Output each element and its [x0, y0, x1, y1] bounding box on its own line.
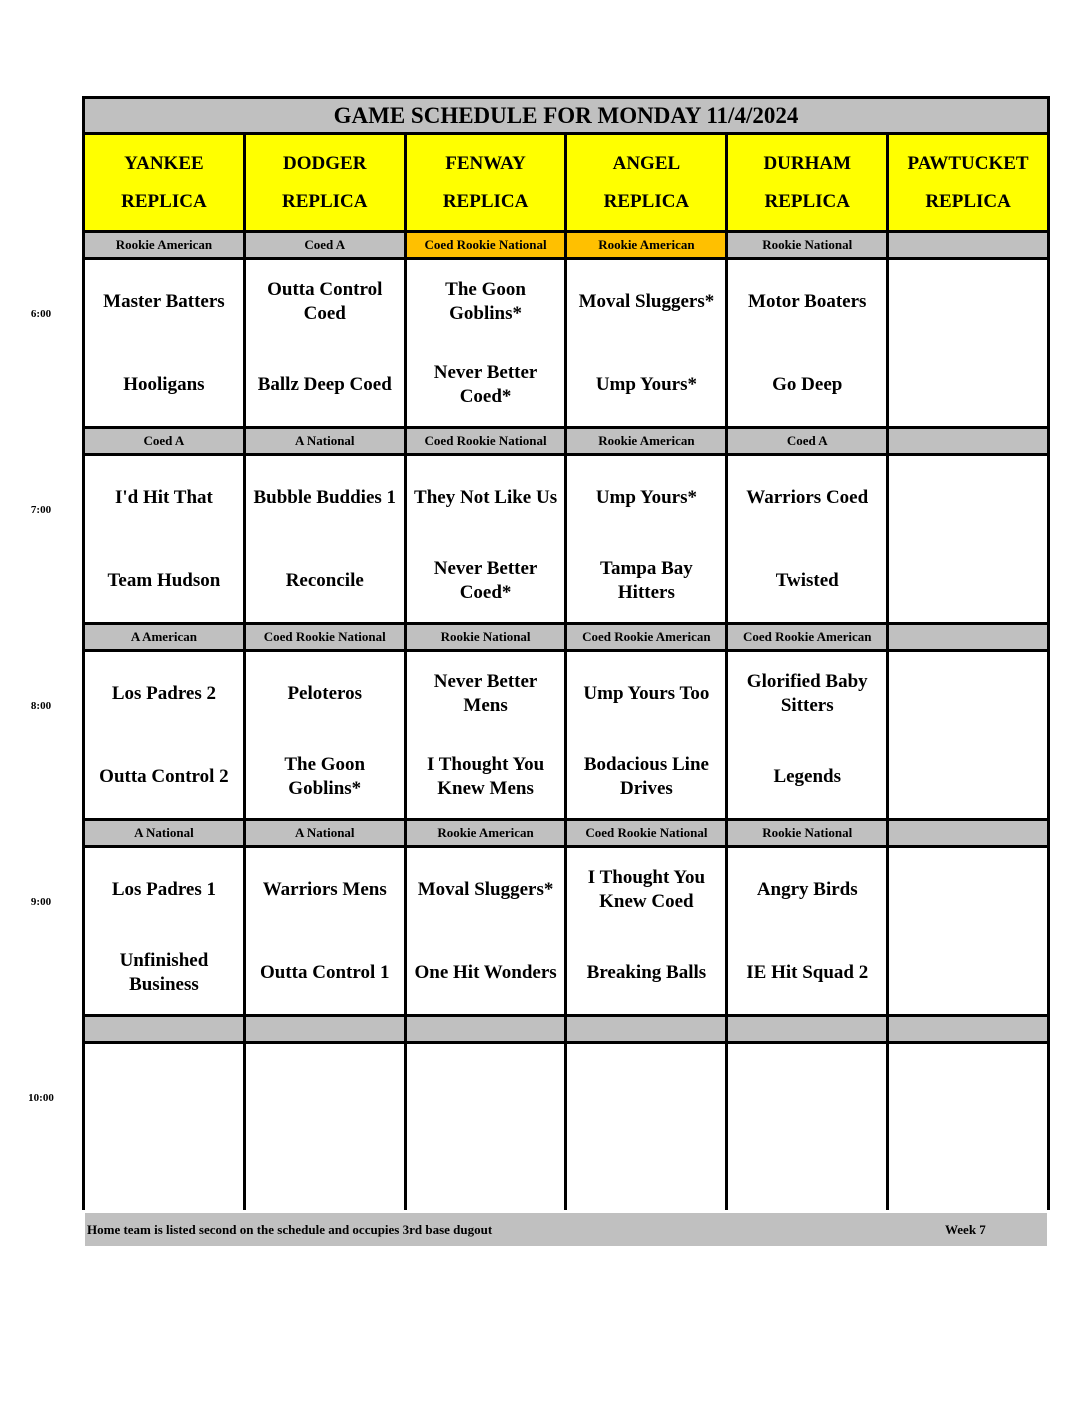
- division-label: Rookie National: [728, 821, 886, 845]
- away-team: I'd Hit That: [114, 486, 213, 508]
- game-cell: [728, 260, 886, 426]
- division-label: Coed Rookie National: [567, 821, 725, 845]
- away-team: Motor Boaters: [748, 290, 867, 312]
- home-team: One Hit Wonders: [414, 961, 557, 983]
- field-name: PAWTUCKET: [907, 153, 1029, 174]
- field-subtitle: REPLICA: [281, 191, 368, 212]
- home-team: [889, 343, 1047, 426]
- division-label: Coed A: [85, 429, 243, 453]
- division-label: Coed Rookie American: [728, 625, 886, 649]
- game-cell: [246, 1044, 404, 1210]
- game-cell: [567, 652, 725, 818]
- away-team: Outta Control Coed: [267, 278, 383, 324]
- game-cell: [85, 1044, 243, 1210]
- field-subtitle: REPLICA: [764, 191, 850, 212]
- division-label: A National: [246, 429, 404, 453]
- game-cell: [407, 848, 565, 1014]
- division-label: Coed A: [246, 233, 404, 257]
- week-label: Week 7: [945, 1221, 986, 1237]
- home-team: Bodacious Line Drives: [583, 753, 709, 799]
- home-team: Breaking Balls: [586, 961, 707, 983]
- game-cell: [246, 260, 404, 426]
- field-header-fenway: [407, 135, 565, 230]
- home-team: [407, 1127, 565, 1210]
- division-label: Rookie National: [407, 625, 565, 649]
- game-cell: [889, 652, 1047, 818]
- division-label: Coed Rookie National: [407, 233, 565, 257]
- game-cell: [246, 652, 404, 818]
- division-label: [728, 1017, 886, 1041]
- game-cell: [567, 1044, 725, 1210]
- division-label: Coed Rookie National: [407, 429, 565, 453]
- game-cell: [407, 652, 565, 818]
- game-cell: [889, 1044, 1047, 1210]
- away-team: Los Padres 1: [111, 878, 216, 900]
- division-label: Coed Rookie National: [246, 625, 404, 649]
- game-cell: [567, 848, 725, 1014]
- field-subtitle: REPLICA: [121, 191, 207, 212]
- home-team: I Thought You Knew Mens: [426, 753, 545, 799]
- away-team: The Goon Goblins*: [445, 278, 526, 324]
- field-name: DURHAM: [763, 153, 852, 174]
- division-label: Rookie American: [85, 233, 243, 257]
- field-name: FENWAY: [445, 153, 526, 174]
- footer-note: Home team is listed second on the schedule and occupies 3rd base dugout: [87, 1221, 493, 1237]
- division-label: [889, 625, 1047, 649]
- field-header-angel: [567, 135, 725, 230]
- home-team: Twisted: [775, 569, 839, 591]
- game-cell: [85, 456, 243, 622]
- game-cell: [728, 652, 886, 818]
- home-team: Ballz Deep Coed: [257, 373, 392, 395]
- away-team: Warriors Coed: [746, 486, 869, 508]
- field-header-pawtucket: [889, 135, 1047, 230]
- division-label: [889, 821, 1047, 845]
- time-label-8-00: 8:00: [30, 700, 52, 712]
- away-team: Master Batters: [103, 290, 225, 312]
- game-cell: [85, 652, 243, 818]
- away-team: [889, 652, 1047, 735]
- home-team: [889, 735, 1047, 818]
- home-team: Go Deep: [772, 373, 843, 395]
- away-team: [889, 848, 1047, 931]
- home-team: [889, 539, 1047, 622]
- away-team: Peloteros: [287, 682, 363, 704]
- home-team: The Goon Goblins*: [284, 753, 366, 799]
- division-label: A National: [85, 821, 243, 845]
- away-team: [407, 1044, 565, 1127]
- home-team: [889, 931, 1047, 1014]
- field-name: YANKEE: [124, 153, 204, 174]
- away-team: [889, 260, 1047, 343]
- home-team: Team Hudson: [107, 569, 221, 591]
- away-team: [85, 1044, 243, 1127]
- game-cell: [246, 456, 404, 622]
- field-header-yankee: [85, 135, 243, 230]
- division-label: A American: [85, 625, 243, 649]
- home-team: Tampa Bay Hitters: [600, 557, 693, 603]
- home-team: Unfinished Business: [119, 949, 209, 995]
- away-team: Moval Sluggers*: [578, 290, 715, 312]
- time-label-6-00: 6:00: [30, 308, 52, 320]
- home-team: [728, 1127, 886, 1210]
- away-team: I Thought You Knew Coed: [587, 866, 706, 912]
- game-cell: [728, 1044, 886, 1210]
- home-team: Ump Yours*: [595, 373, 697, 395]
- game-cell: [407, 260, 565, 426]
- division-label: Rookie American: [567, 429, 725, 453]
- game-cell: [567, 456, 725, 622]
- away-team: [567, 1044, 725, 1127]
- field-subtitle: REPLICA: [603, 191, 690, 212]
- home-team: Reconcile: [285, 569, 364, 591]
- away-team: [246, 1044, 404, 1127]
- footer-bar: [85, 1213, 1047, 1246]
- division-label: [567, 1017, 725, 1041]
- away-team: [889, 456, 1047, 539]
- division-label: A National: [246, 821, 404, 845]
- home-team: [567, 1127, 725, 1210]
- division-label: Rookie American: [407, 821, 565, 845]
- away-team: Never Better Mens: [433, 670, 538, 716]
- away-team: [728, 1044, 886, 1127]
- home-team: [246, 1127, 404, 1210]
- game-cell: [728, 456, 886, 622]
- division-label: Coed A: [728, 429, 886, 453]
- game-cell: [85, 848, 243, 1014]
- home-team: Legends: [773, 765, 842, 787]
- schedule-title: GAME SCHEDULE FOR MONDAY 11/4/2024: [85, 99, 1047, 132]
- game-cell: [85, 260, 243, 426]
- home-team: Outta Control 2: [99, 765, 229, 787]
- division-label: [889, 233, 1047, 257]
- game-cell: [889, 260, 1047, 426]
- home-team: Hooligans: [123, 373, 205, 395]
- away-team: Ump Yours*: [595, 486, 697, 508]
- away-team: Warriors Mens: [262, 878, 387, 900]
- division-label: Rookie American: [567, 233, 725, 257]
- away-team: Angry Birds: [756, 878, 858, 900]
- field-header-durham: [728, 135, 886, 230]
- division-label: [85, 1017, 243, 1041]
- division-label: [889, 1017, 1047, 1041]
- time-label-10-00: 10:00: [28, 1092, 54, 1104]
- field-subtitle: REPLICA: [925, 191, 1011, 212]
- schedule-table: [82, 96, 1050, 1237]
- game-cell: [407, 1044, 565, 1210]
- game-cell: [407, 456, 565, 622]
- game-cell: [728, 848, 886, 1014]
- field-name: DODGER: [283, 153, 367, 174]
- home-team: IE Hit Squad 2: [746, 961, 869, 983]
- away-team: Glorified Baby Sitters: [746, 670, 868, 716]
- away-team: [889, 1044, 1047, 1127]
- home-team: [889, 1127, 1047, 1210]
- home-team: Never Better Coed*: [433, 557, 538, 603]
- division-label: [407, 1017, 565, 1041]
- division-label: [889, 429, 1047, 453]
- game-cell: [889, 848, 1047, 1014]
- game-cell: [246, 848, 404, 1014]
- field-subtitle: REPLICA: [442, 191, 529, 212]
- away-team: They Not Like Us: [414, 486, 558, 508]
- home-team: Never Better Coed*: [433, 361, 538, 407]
- time-label-9-00: 9:00: [30, 896, 52, 908]
- division-label: Coed Rookie American: [567, 625, 725, 649]
- away-team: Los Padres 2: [111, 682, 216, 704]
- away-team: Ump Yours Too: [583, 682, 710, 704]
- away-team: Bubble Buddies 1: [253, 486, 397, 508]
- field-name: ANGEL: [612, 153, 681, 174]
- game-cell: [889, 456, 1047, 622]
- game-cell: [567, 260, 725, 426]
- division-label: Rookie National: [728, 233, 886, 257]
- away-team: Moval Sluggers*: [417, 878, 554, 900]
- time-label-7-00: 7:00: [30, 504, 52, 516]
- division-label: [246, 1017, 404, 1041]
- field-header-dodger: [246, 135, 404, 230]
- home-team: Outta Control 1: [260, 961, 390, 983]
- home-team: [85, 1127, 243, 1210]
